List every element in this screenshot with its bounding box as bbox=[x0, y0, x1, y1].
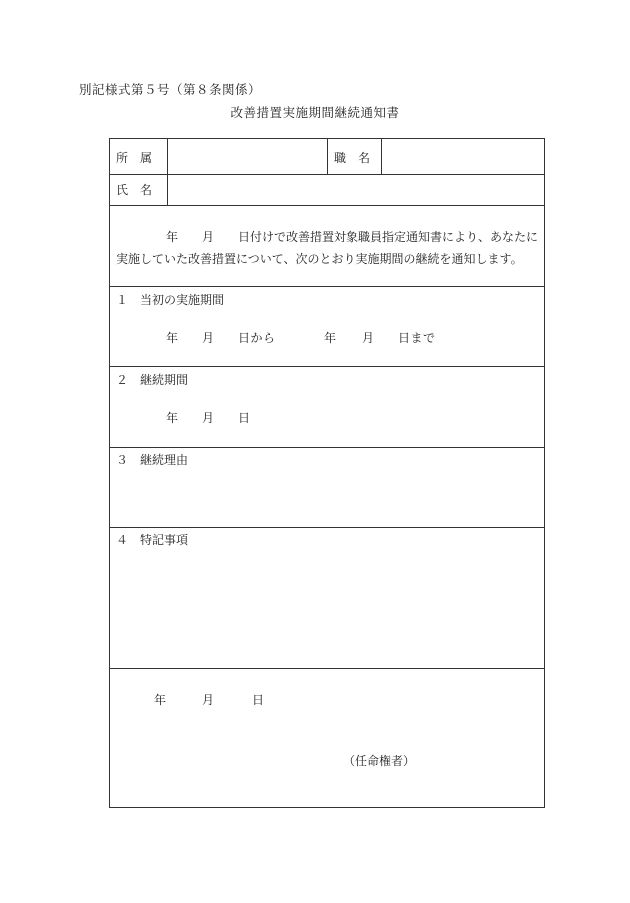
notice-date-month: 月 bbox=[202, 230, 215, 244]
notice-line-1: 日付けで改善措置対象職員指定通知書により、あなたに bbox=[238, 230, 539, 244]
end-day: 日まで bbox=[398, 331, 436, 345]
start-month: 月 bbox=[202, 331, 215, 345]
position-label: 職名 bbox=[334, 151, 383, 165]
affiliation-field[interactable] bbox=[168, 139, 327, 174]
special-notes-field[interactable] bbox=[111, 549, 543, 665]
end-month: 月 bbox=[362, 331, 375, 345]
row-divider bbox=[110, 668, 544, 669]
end-year: 年 bbox=[324, 331, 337, 345]
notice-line-2: 実施していた改善措置について、次のとおり実施期間の継続を通知します。 bbox=[116, 252, 523, 266]
issue-month: 月 bbox=[202, 693, 215, 707]
row-divider bbox=[110, 527, 544, 528]
continuation-year: 年 bbox=[166, 411, 179, 425]
form-reference: 別記様式第５号（第８条関係） bbox=[79, 82, 262, 97]
notice-form bbox=[109, 138, 545, 808]
appointing-authority: （任命権者） bbox=[343, 754, 416, 768]
continuation-month: 月 bbox=[202, 411, 215, 425]
document-title: 改善措置実施期間継続通知書 bbox=[230, 105, 400, 120]
section-heading: １ 当初の実施期間 bbox=[116, 293, 225, 307]
section-heading: ３ 継続理由 bbox=[116, 453, 189, 467]
notice-date-year: 年 bbox=[166, 230, 179, 244]
name-field[interactable] bbox=[168, 175, 544, 205]
row-divider bbox=[110, 286, 544, 287]
column-divider bbox=[327, 139, 328, 174]
start-day: 日から bbox=[238, 331, 276, 345]
section-heading: ４ 特記事項 bbox=[116, 533, 189, 547]
continuation-day: 日 bbox=[238, 411, 251, 425]
row-divider bbox=[110, 205, 544, 206]
position-field[interactable] bbox=[382, 139, 544, 174]
start-year: 年 bbox=[166, 331, 179, 345]
affiliation-label: 所属 bbox=[116, 151, 165, 165]
name-label: 氏名 bbox=[116, 183, 165, 197]
issue-year: 年 bbox=[154, 693, 167, 707]
continuation-reason-field[interactable] bbox=[111, 469, 543, 525]
issue-day: 日 bbox=[252, 693, 265, 707]
row-divider bbox=[110, 447, 544, 448]
row-divider bbox=[110, 366, 544, 367]
section-heading: ２ 継続期間 bbox=[116, 373, 189, 387]
